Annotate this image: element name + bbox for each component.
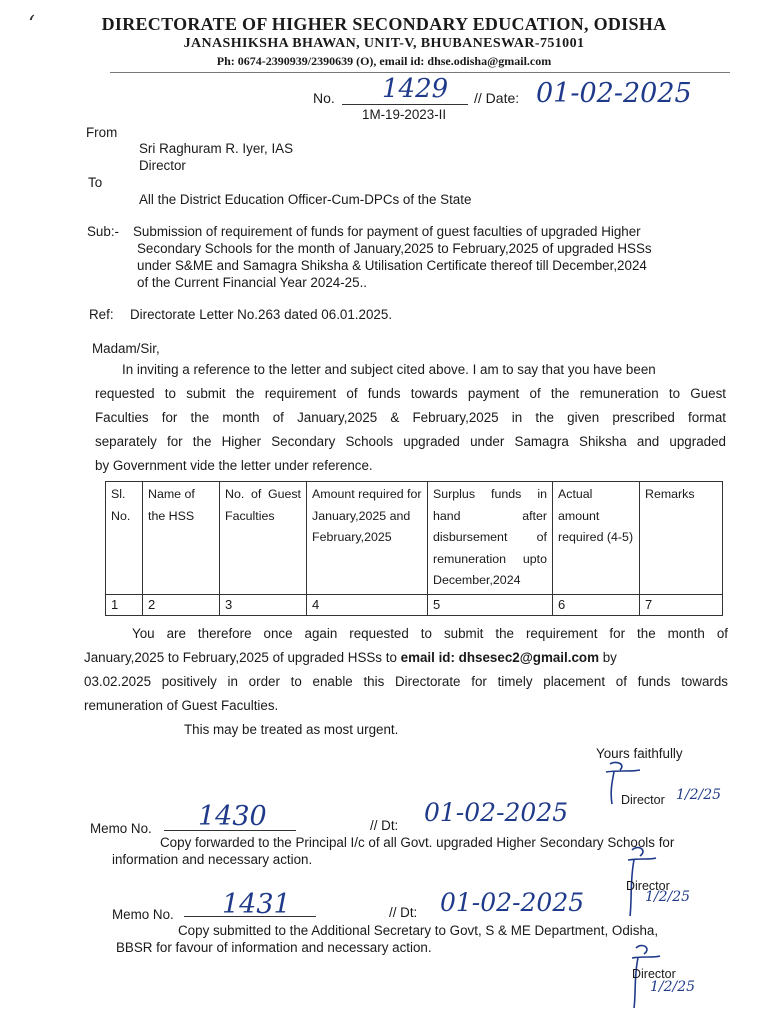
- para-line: In inviting a reference to the letter and subject cited above. I am to say that you have been: [122, 362, 656, 377]
- memo-number-handwritten: 1431: [222, 889, 291, 920]
- director-designation: Director: [621, 793, 665, 807]
- subject-label: Sub:-: [87, 224, 120, 239]
- memo-label: Memo No.: [112, 907, 174, 922]
- sender-name: Sri Raghuram R. Iyer, IAS: [139, 141, 294, 156]
- file-reference: 1M-19-2023-II: [362, 107, 447, 122]
- subject-line: Submission of requirement of funds for payment of guest faculties of upgraded Higher: [133, 224, 641, 239]
- requirement-format-table: [105, 481, 723, 616]
- subject-line: Secondary Schools for the month of January,2025 to February,2025 of upgraded HSSs: [137, 241, 652, 256]
- table-cell: 2: [143, 594, 220, 615]
- letter-no-label: No.: [313, 90, 335, 106]
- table-number-row: [106, 594, 723, 615]
- letter-date-handwritten: 01-02-2025: [536, 78, 692, 109]
- table-cell: 3: [220, 594, 307, 615]
- director-designation: Director: [626, 879, 670, 893]
- table-header-cell: Remarks: [640, 482, 723, 595]
- para-text: January,2025 to February,2025 of upgraded HSSs to: [84, 650, 401, 665]
- director-sign-date: 1/2/25: [650, 979, 696, 995]
- para-text: by: [599, 650, 617, 665]
- memo-date-label: // Dt:: [370, 818, 399, 833]
- table-cell: 5: [428, 594, 553, 615]
- para-line: You are therefore once again requested to submit the requirement for the month of: [132, 626, 728, 641]
- closing-yours-faithfully: Yours faithfully: [596, 746, 683, 761]
- director-designation: Director: [632, 967, 676, 981]
- para-line: 03.02.2025 positively in order to enable this Directorate for timely placement of funds towards: [84, 674, 728, 689]
- table-cell: 7: [640, 594, 723, 615]
- subject-line: under S&ME and Samagra Shiksha & Utilisation Certificate thereof till December,2024: [137, 258, 647, 273]
- letter-no-handwritten: 1429: [382, 74, 449, 104]
- table-header-cell: No. of Guest Faculties: [220, 482, 307, 595]
- salutation: Madam/Sir,: [92, 341, 160, 356]
- reference-text: Directorate Letter No.263 dated 06.01.2025.: [130, 307, 393, 322]
- memo-text: Copy submitted to the Additional Secretary to Govt, S & ME Department, Odisha,: [178, 923, 659, 938]
- director-sign-date: 1/2/25: [645, 889, 691, 905]
- memo-date-label: // Dt:: [389, 905, 418, 920]
- memo-text: BBSR for favour of information and necessary action.: [116, 940, 432, 955]
- letterhead-divider: [110, 72, 730, 73]
- letterhead-contact: Ph: 0674-2390939/2390639 (O), email id: dhse.odisha@gmail.com: [216, 54, 552, 68]
- table-cell: 1: [106, 594, 143, 615]
- letterhead-address: JANASHIKSHA BHAWAN, UNIT-V, BHUBANESWAR-751001: [183, 36, 585, 51]
- table-header-cell: Surplus funds in hand after disbursement of remuneration upto December,2024: [428, 482, 553, 595]
- table-header-row: [106, 482, 723, 595]
- para-line: Faculties for the month of January,2025 & February,2025 in the given prescribed format: [95, 410, 726, 425]
- letter-no-underline: [342, 104, 468, 105]
- memo-date-handwritten: 01-02-2025: [440, 888, 585, 917]
- email-address: email id: dhsesec2@gmail.com: [400, 650, 599, 665]
- memo-number-handwritten: 1430: [198, 801, 267, 832]
- urgent-note: This may be treated as most urgent.: [184, 722, 399, 737]
- table-cell: 6: [553, 594, 640, 615]
- memo-date-handwritten: 01-02-2025: [424, 798, 569, 827]
- para-line: by Government vide the letter under reference.: [95, 458, 373, 473]
- table-header-cell: Name of the HSS: [143, 482, 220, 595]
- para-line: remuneration of Guest Faculties.: [84, 698, 279, 713]
- recipient: All the District Education Officer-Cum-DPCs of the State: [139, 192, 472, 207]
- table-header-cell: Actual amount required (4-5): [553, 482, 640, 595]
- para-line-email: [84, 646, 728, 670]
- sender-designation: Director: [139, 158, 186, 173]
- table-cell: 4: [307, 594, 428, 615]
- subject-line: of the Current Financial Year 2024-25..: [137, 275, 368, 290]
- table-header-cell: Amount required for January,2025 and February,2025: [307, 482, 428, 595]
- from-label: From: [86, 125, 118, 140]
- letterhead-title: DIRECTORATE OF HIGHER SECONDARY EDUCATION, ODISHA: [101, 14, 667, 34]
- letter-date-label: // Date:: [474, 90, 520, 106]
- memo-text: information and necessary action.: [112, 852, 313, 867]
- director-sign-date: 1/2/25: [676, 787, 722, 803]
- memo-label: Memo No.: [90, 821, 152, 836]
- reference-label: Ref:: [89, 307, 114, 322]
- table-header-cell: Sl. No.: [106, 482, 143, 595]
- memo-text: Copy forwarded to the Principal I/c of all Govt. upgraded Higher Secondary Schools for: [160, 835, 675, 850]
- para-line: separately for the Higher Secondary Schools upgraded under Samagra Shiksha and upgraded: [95, 434, 726, 449]
- margin-mark: ‘: [28, 12, 35, 37]
- para-line: requested to submit the requirement of funds towards payment of the remuneration to Guest: [95, 386, 726, 401]
- to-label: To: [88, 175, 103, 190]
